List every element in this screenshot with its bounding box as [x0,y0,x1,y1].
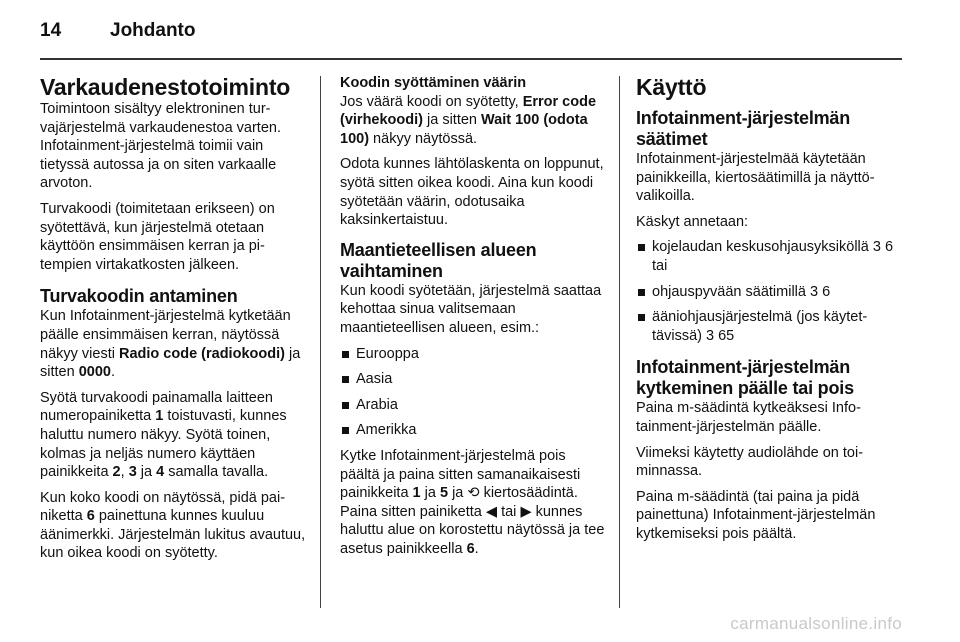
page-number: 14 [40,20,62,41]
paragraph: Kytke Infotainment-järjestelmä pois päältä ja paina sitten samanaikaisesti painikkeita 1 ja 5 ja ⟲ kiertosäädintä. Paina sitten painiketta ◀ tai ▶ kunnes haluttu alue on korostettu näytössä ja tee asetus painikkeella 6. [340,447,605,557]
header-rule [40,58,902,60]
list-item: kojelaudan keskusohjausyksiköllä 3 6 tai [636,238,904,275]
bullet-icon [638,314,645,321]
bullet-icon [342,427,349,434]
paragraph: Paina m-säädintä kytkeäksesi Infotainment-järjestelmän päälle. [636,400,861,435]
paragraph: Jos väärä koodi on syötetty, Error code (virhekoodi) ja sitten Wait 100 (odota 100) näkyy näytössä. [340,93,597,147]
list-item: Amerikka [340,421,608,440]
heading-controls: Infotainment-järjestelmän säätimet [636,108,851,149]
column-2 [340,74,608,565]
paragraph: Kun koko koodi on näytössä, pidä painiketta 6 painettuna kunnes kuuluu äänimerkki. Järjestelmän lukitus avautuu, kun oikea koodi on syötetty. [40,489,306,562]
list-item: Arabia [340,396,608,415]
list-item: Eurooppa [340,345,608,364]
section-title: Johdanto [110,20,196,41]
bullet-icon [638,289,645,296]
list-item: Aasia [340,370,608,389]
heading-anti-theft: Varkaudenestotoiminto [40,74,291,100]
bullet-icon [342,376,349,383]
list-item: ohjauspyvään säätimillä 3 6 [636,283,904,302]
column-divider-2 [619,76,620,608]
heading-wrong-code: Koodin syöttäminen väärin [340,75,527,91]
paragraph: Kun koodi syötetään, järjestelmä saattaa kehottaa sinua valitsemaan maantieteellisen alueen, esim.: [340,282,602,336]
column-3 [636,74,904,551]
paragraph: Turvakoodi (toimitetaan erikseen) on syötettävä, kun järjestelmä otetaan käyttöön ensimmäisen kerran ja pitempien virtakatkosten jälkeen. [40,200,275,273]
heading-power-on-off: Infotainment-järjestelmän kytkeminen päälle tai pois [636,357,854,399]
paragraph: Toimintoon sisältyy elektroninen turvajärjestelmä varkaudenestoa varten. Infotainment-järjestelmä toimii vain tietyssä autossa ja on siten varkaalle arvoton. [40,101,281,192]
column-1 [40,74,308,570]
arrow-left-icon: ◀ [485,503,498,520]
bullet-icon [342,402,349,409]
page-ref-icon: 3 [872,239,881,256]
heading-usage: Käyttö [636,74,707,100]
paragraph: Infotainment-järjestelmää käytetään painikkeilla, kiertosäätimillä ja näyttövalikoilla. [636,151,875,205]
paragraph: Syötä turvakoodi painamalla laitteen numeropainiketta 1 toistuvasti, kunnes haluttu numero näkyy. Syötä toinen, kolmas ja neljäs numero käyttäen painikkeita 2, 3 ja 4 samalla tavalla. [40,389,287,481]
power-knob-icon: m [677,488,690,505]
heading-enter-code: Turvakoodin antaminen [40,286,238,307]
paragraph: Viimeksi käytetty audiolähde on toiminnassa. [636,444,864,480]
arrow-right-icon: ▶ [520,503,532,520]
paragraph: Paina m-säädintä (tai paina ja pidä painettuna) Infotainment-järjestelmän kytkemiseksi pois päältä. [636,488,876,542]
rotary-knob-icon: ⟲ [467,485,480,502]
paragraph: Käskyt annetaan: [636,213,749,230]
page-ref-icon: 3 [706,327,715,344]
watermark: carmanualsonline.info [730,614,902,633]
control-list [636,238,904,345]
column-divider-1 [320,76,321,608]
heading-change-region: Maantieteellisen alueen vaihtaminen [340,239,537,281]
paragraph: Odota kunnes lähtölaskenta on loppunut, syötä sitten oikea koodi. Aina kun koodi syötetään väärin, odotusaika kaksinkertaistuu. [340,156,604,229]
region-list [340,345,608,440]
bullet-icon [638,244,645,251]
bullet-icon [342,351,349,358]
page-header [40,20,196,44]
power-knob-icon: m [677,400,690,417]
list-item: ääniohjausjärjestelmä (jos käytettävissä) 3 65 [636,308,904,345]
paragraph: Kun Infotainment-järjestelmä kytketään päälle ensimmäisen kerran, näytössä näkyy viesti Radio code (radiokoodi) ja sitten 0000. [40,308,301,381]
page-ref-icon: 3 [809,283,819,300]
